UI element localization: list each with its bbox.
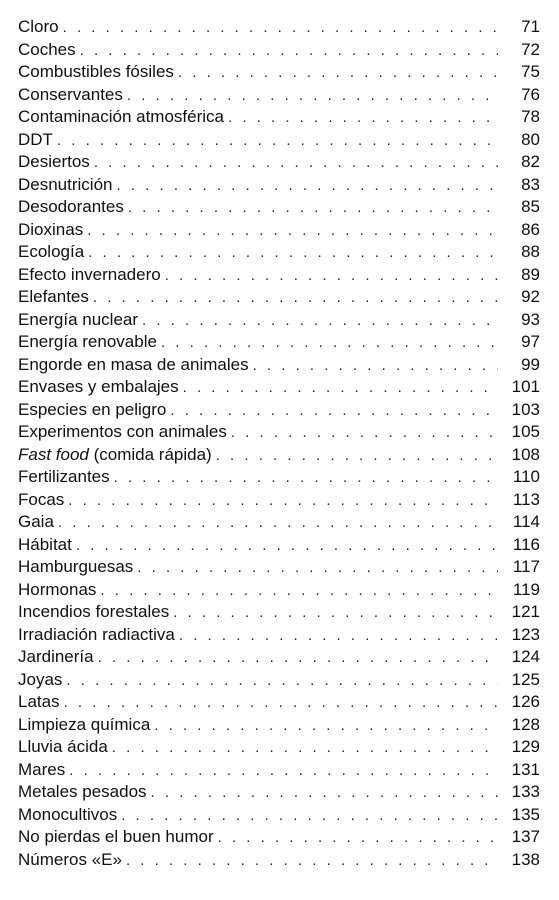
entry-title: Hamburguesas [18,557,134,576]
toc-entry [18,736,540,759]
entry-page: 131 [511,759,540,779]
entry-title: Contaminación atmosférica [18,107,224,126]
entry-title: Dioxinas [18,219,84,239]
entry-page: 105 [511,422,540,441]
dot-leader [183,377,498,400]
dot-leader [63,17,498,40]
toc-entry [18,264,540,287]
toc-entry [18,466,540,489]
toc-entry [18,129,540,152]
dot-leader [228,107,498,130]
toc-entry [18,354,540,377]
toc-entry [18,601,540,624]
entry-page: 99 [521,354,540,374]
entry-page: 117 [512,557,540,576]
toc-entry [18,39,540,62]
entry-title: DDT [18,129,53,149]
toc-entry [18,556,540,579]
entry-page: 128 [511,714,540,734]
dot-leader [114,467,498,490]
entry-page: 133 [511,782,540,801]
toc-entry [18,61,540,84]
dot-leader [117,175,499,198]
dot-leader [69,760,498,783]
toc-entry [18,399,540,422]
entry-title: Incendios forestales [18,602,170,621]
entry-page: 126 [511,692,540,711]
entry-title: Especies en peligro [18,399,167,419]
entry-page: 103 [511,399,540,419]
dot-leader [179,625,498,648]
dot-leader [66,670,498,693]
dot-leader [88,242,498,265]
entry-page: 88 [521,242,540,261]
dot-leader [64,692,498,715]
entry-title: Ecología [18,242,85,261]
entry-page: 89 [521,264,540,284]
toc-entry [18,534,540,557]
entry-title: Limpieza química [18,714,151,734]
entry-title: Desodorantes [18,197,124,216]
dot-leader [112,737,498,760]
entry-page: 72 [521,39,540,59]
entry-title: Números «E» [18,849,122,869]
dot-leader [93,287,498,310]
dot-leader [76,535,498,558]
entry-title: Jardinería [18,647,94,666]
toc-entry [18,646,540,669]
entry-page: 137 [511,827,540,846]
toc-entry [18,691,540,714]
entry-title: Cloro [18,17,59,36]
toc-entry [18,331,540,354]
toc-entry [18,511,540,534]
entry-page: 138 [511,849,540,869]
entry-title: Experimentos con animales [18,422,227,441]
toc-entry [18,196,540,219]
toc-entry [18,804,540,827]
entry-page: 113 [512,489,540,509]
entry-title: Latas [18,692,60,711]
entry-title: Coches [18,39,76,59]
entry-page: 108 [511,444,540,464]
toc-entry [18,781,540,804]
dot-leader [127,85,498,108]
entry-page: 78 [521,107,540,126]
entry-title: Metales pesados [18,782,147,801]
entry-title: Hábitat [18,534,72,554]
toc-entry [18,16,540,39]
dot-leader [253,355,498,378]
dot-leader [231,422,498,445]
entry-title: Envases y embalajes [18,377,179,396]
dot-leader [58,512,498,535]
entry-title: Conservantes [18,84,123,104]
entry-page: 129 [511,737,540,756]
entry-title: Focas [18,489,65,509]
entry-page: 71 [521,17,540,36]
dot-leader [170,400,498,423]
toc-entry [18,624,540,647]
entry-title: No pierdas el buen humor [18,827,214,846]
entry-title: Irradiación radiactiva [18,624,175,644]
entry-title: Combustibles fósiles [18,62,174,81]
entry-page: 110 [512,467,540,486]
dot-leader [68,490,498,513]
dot-leader [178,62,498,85]
toc-entry [18,714,540,737]
toc-entry [18,759,540,782]
entry-page: 83 [521,174,540,194]
dot-leader [100,580,498,603]
entry-page: 123 [511,624,540,644]
entry-title: Lluvia ácida [18,737,108,756]
entry-title: Joyas [18,669,63,689]
entry-title [18,444,216,467]
entry-title: Desnutrición [18,174,113,194]
dot-leader [98,647,498,670]
toc-entry [18,444,540,467]
dot-leader [87,220,498,243]
entry-title: Efecto invernadero [18,264,161,284]
toc-entry [18,84,540,107]
dot-leader [216,445,498,468]
entry-title: Elefantes [18,287,89,306]
toc-entry [18,489,540,512]
toc-entry [18,174,540,197]
table-of-contents [18,16,540,871]
entry-page: 135 [511,804,540,824]
toc-entry [18,376,540,399]
entry-title: Engorde en masa de animales [18,354,249,374]
dot-leader [94,152,498,175]
entry-page: 75 [521,62,540,81]
entry-page: 86 [521,219,540,239]
dot-leader [126,850,498,873]
dot-leader [128,197,498,220]
toc-entry [18,106,540,129]
toc-entry [18,826,540,849]
entry-page: 80 [521,129,540,149]
entry-title: Mares [18,759,66,779]
entry-page: 101 [511,377,540,396]
entry-page: 121 [511,602,540,621]
entry-page: 93 [521,309,540,329]
entry-title: Energía renovable [18,332,157,351]
entry-page: 114 [512,512,540,531]
dot-leader [173,602,498,625]
dot-leader [57,130,498,153]
entry-page: 92 [521,287,540,306]
entry-title: Desiertos [18,152,90,171]
entry-page: 124 [511,647,540,666]
dot-leader [137,557,498,580]
entry-page: 116 [512,534,540,554]
entry-title: Energía nuclear [18,309,139,329]
dot-leader [121,805,498,828]
toc-entry [18,151,540,174]
dot-leader [142,310,498,333]
dot-leader [161,332,498,355]
entry-title: Monocultivos [18,804,118,824]
toc-entry [18,219,540,242]
dot-leader [80,40,498,63]
entry-page: 119 [512,579,540,599]
entry-page: 85 [521,197,540,216]
dot-leader [218,827,498,850]
toc-entry [18,241,540,264]
toc-entry [18,421,540,444]
entry-title: Gaia [18,512,54,531]
toc-entry [18,286,540,309]
toc-entry [18,579,540,602]
entry-page: 97 [521,332,540,351]
toc-entry [18,669,540,692]
entry-title-italic: Fast food [18,444,89,464]
toc-entry [18,849,540,872]
entry-title: Fertilizantes [18,467,110,486]
entry-page: 125 [511,669,540,689]
dot-leader [165,265,498,288]
dot-leader [154,715,498,738]
toc-entry [18,309,540,332]
dot-leader [151,782,498,805]
entry-title: Hormonas [18,579,97,599]
entry-page: 76 [521,84,540,104]
entry-page: 82 [521,152,540,171]
entry-title-rest: (comida rápida) [88,444,212,464]
